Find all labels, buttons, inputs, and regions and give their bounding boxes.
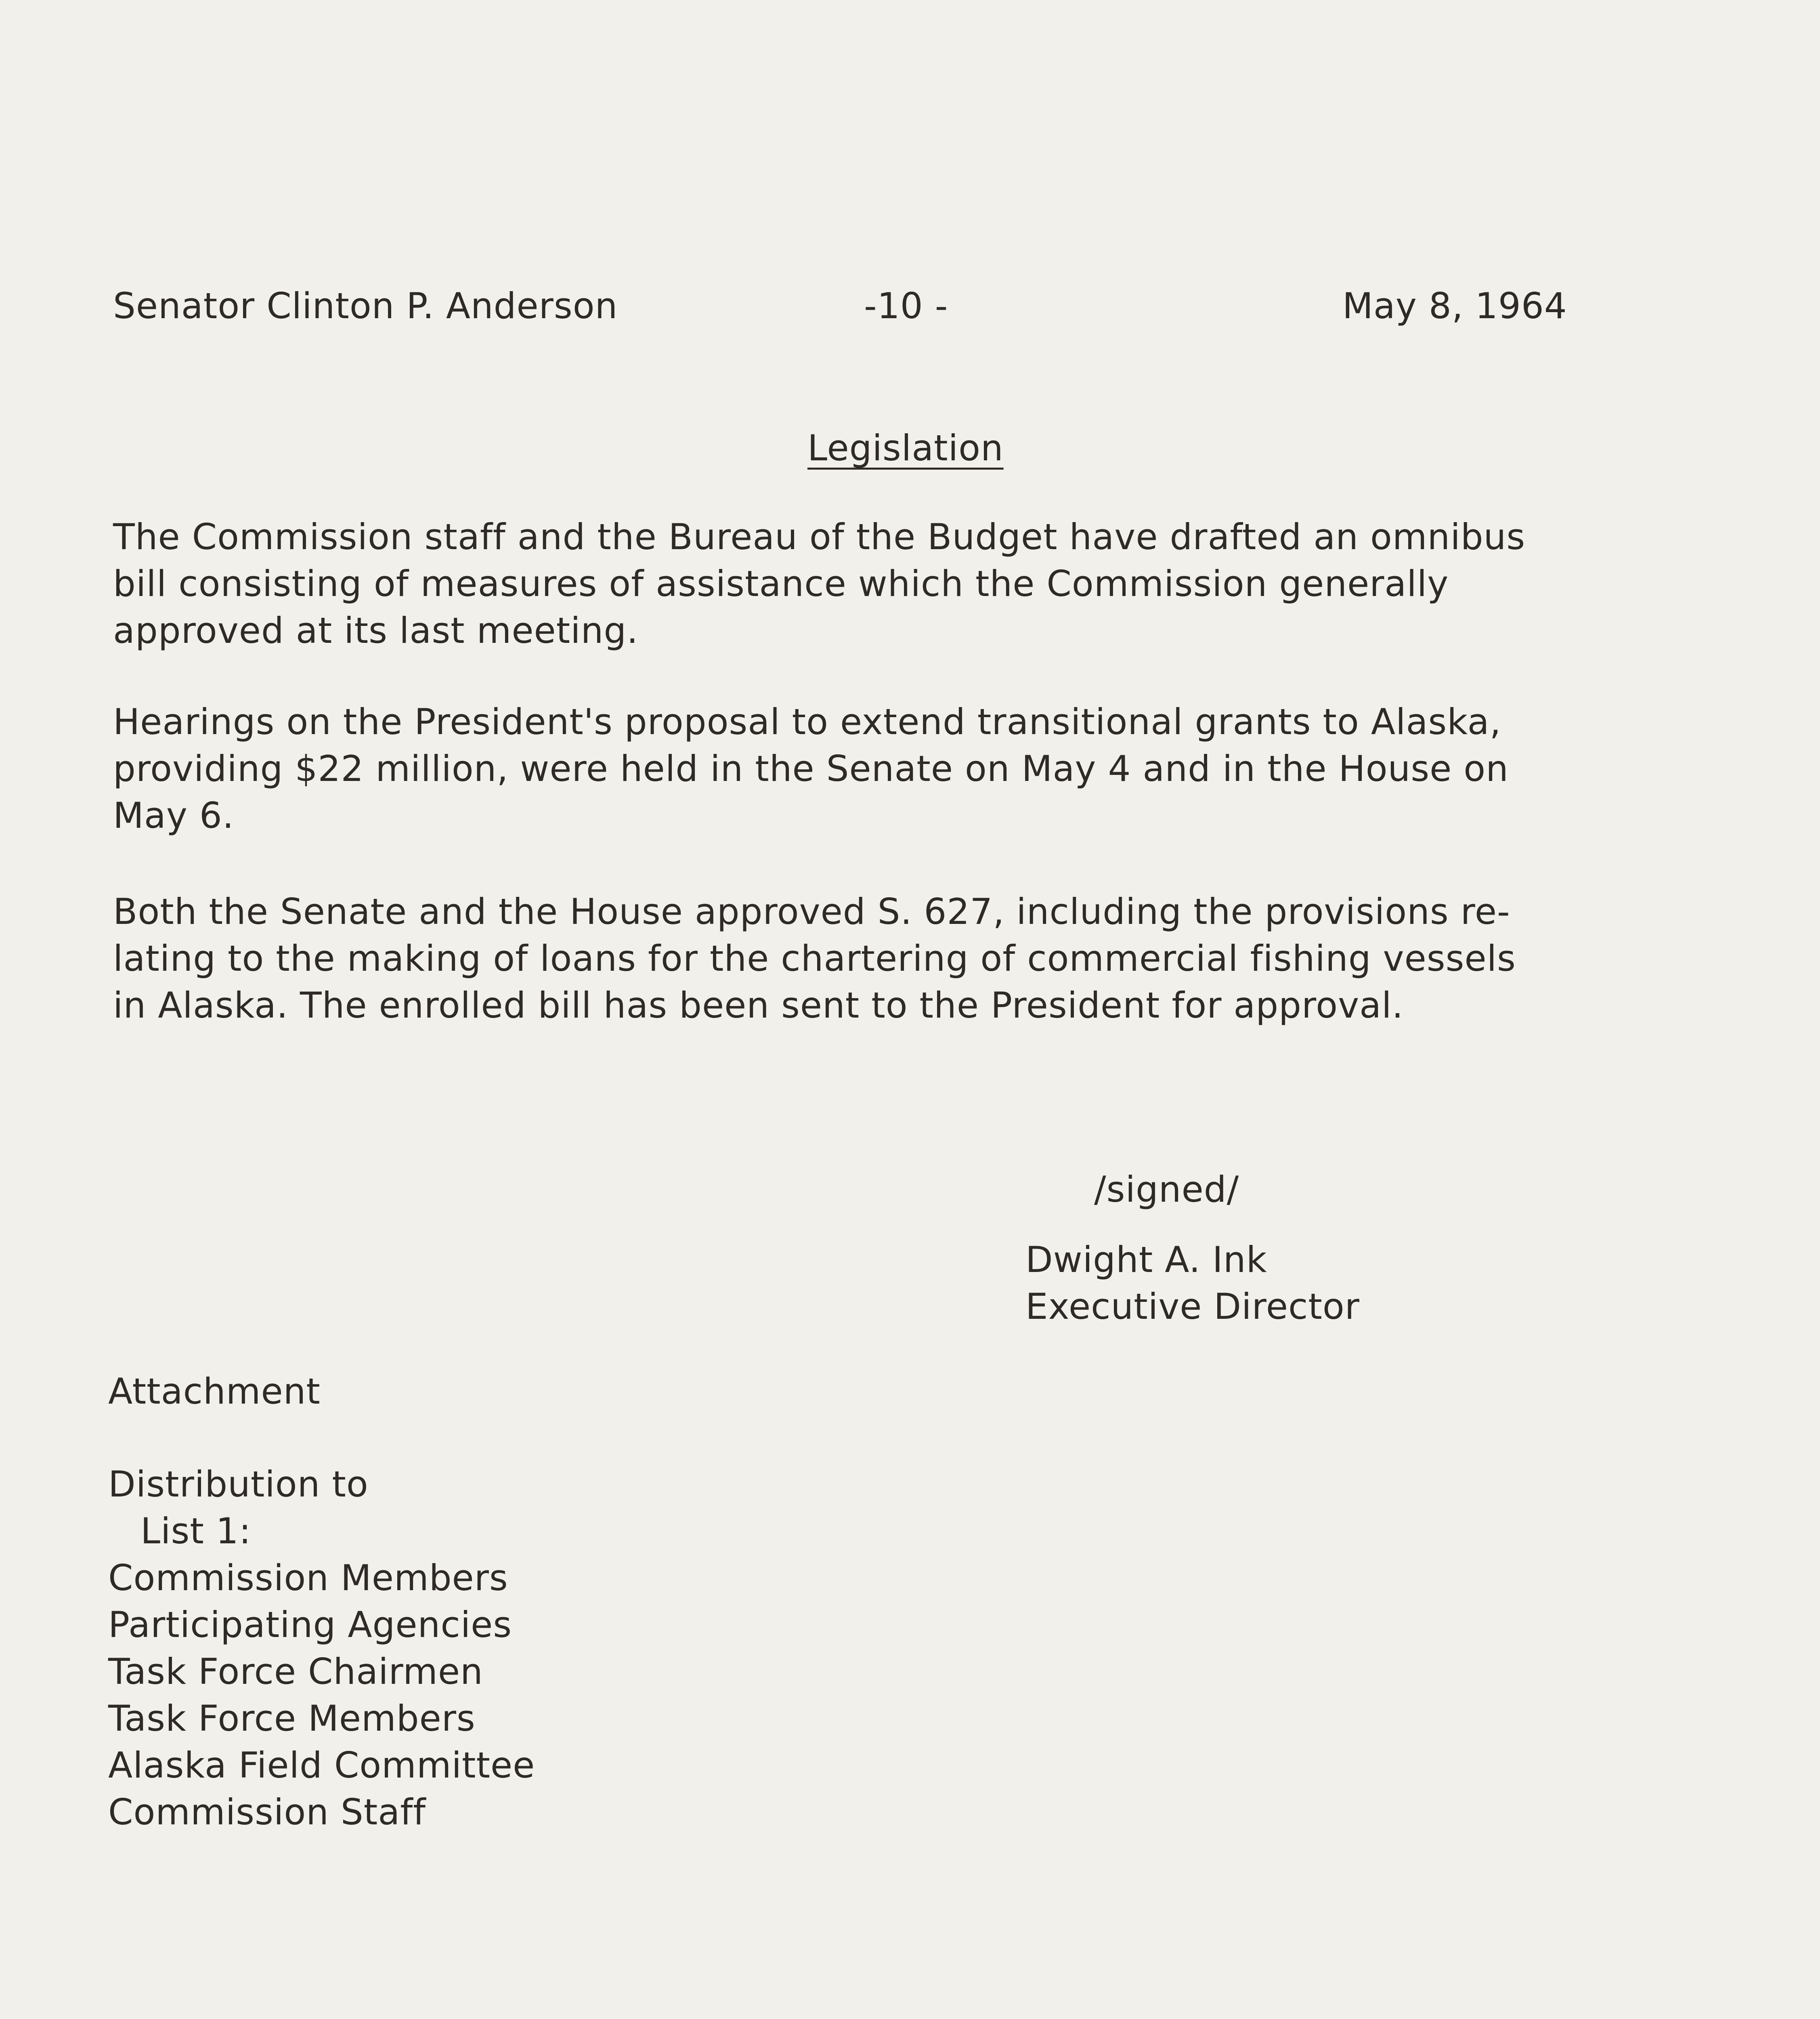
paragraph-line: providing $22 million, were held in the Senate on May 4 and in the House on	[113, 748, 1509, 789]
section-title: Legislation	[807, 427, 1004, 469]
page-number: -10 -	[864, 285, 948, 327]
distribution-list	[108, 1461, 535, 1836]
paragraph-line: lating to the making of loans for the chartering of commercial fishing vessels	[113, 938, 1516, 979]
list-item: Task Force Members	[108, 1698, 476, 1739]
paragraph-line: The Commission staff and the Bureau of the Budget have drafted an omnibus	[113, 516, 1526, 558]
list-item: Participating Agencies	[108, 1604, 512, 1645]
distribution-list-label: List 1:	[140, 1510, 252, 1552]
signature-title: Executive Director	[1025, 1286, 1360, 1327]
header-addressee: Senator Clinton P. Anderson	[113, 285, 618, 327]
paragraph-line: May 6.	[113, 795, 234, 836]
paragraph-line: approved at its last meeting.	[113, 610, 639, 651]
signature-name: Dwight A. Ink	[1025, 1239, 1267, 1280]
paragraph-line: in Alaska. The enrolled bill has been sent to the President for approval.	[113, 984, 1404, 1026]
paragraph-2	[113, 699, 1712, 839]
header-date: May 8, 1964	[1342, 285, 1567, 327]
paragraph-3	[113, 888, 1712, 1029]
distribution-heading: Distribution to	[108, 1463, 369, 1505]
paragraph-line: bill consisting of measures of assistance which the Commission generally	[113, 563, 1449, 604]
paragraph-1	[113, 514, 1712, 654]
list-item: Commission Staff	[108, 1791, 426, 1833]
paragraph-line: Both the Senate and the House approved S. 627, including the provisions re-	[113, 891, 1510, 932]
signature-signed: /signed/	[1094, 1169, 1239, 1210]
list-item: Alaska Field Committee	[108, 1744, 535, 1786]
list-item: Task Force Chairmen	[108, 1651, 483, 1692]
list-item: Commission Members	[108, 1557, 508, 1599]
paragraph-line: Hearings on the President's proposal to extend transitional grants to Alaska,	[113, 701, 1501, 743]
attachment-label: Attachment	[108, 1370, 321, 1412]
